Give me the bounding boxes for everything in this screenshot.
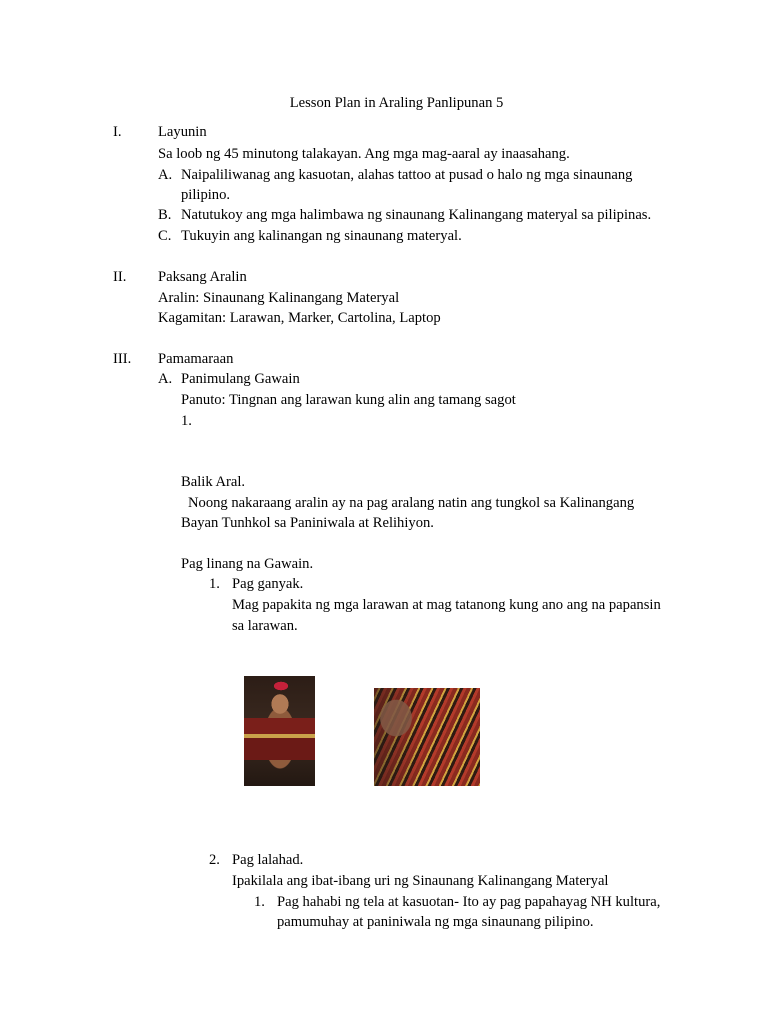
objective-a-text-cont: pilipino. [181, 187, 231, 203]
kagamitan-line: Kagamitan: Larawan, Marker, Cartolina, Laptop [158, 310, 441, 326]
step-2-sub-number: 1. [254, 894, 265, 910]
subsection-a-heading: Panimulang Gawain [181, 371, 300, 387]
step-2-number: 2. [209, 852, 220, 868]
step-1-number: 1. [209, 576, 220, 592]
section-1-heading: Layunin [158, 124, 207, 140]
document-title: Lesson Plan in Araling Panlipunan 5 [289, 95, 504, 111]
section-1-intro: Sa loob ng 45 minutong talakayan. Ang mga mag-aaral ay inaasahang. [158, 146, 570, 162]
section-2-number: II. [113, 269, 127, 285]
balik-aral-title: Balik Aral. [181, 474, 246, 490]
objective-c-label: C. [158, 228, 172, 244]
step-2-text: Ipakilala ang ibat-ibang uri ng Sinaunang Kalinangang Materyal [232, 873, 609, 889]
paglinang-title: Pag linang na Gawain. [181, 556, 314, 572]
step-2-title: Pag lalahad. [232, 852, 304, 868]
objective-c-text: Tukuyin ang kalinangan ng sinaunang materyal. [181, 228, 462, 244]
objective-a-text: Naipaliliwanag ang kasuotan, alahas tattoo at pusad o halo ng mga sinaunang [181, 167, 633, 183]
section-1-number: I. [113, 124, 122, 140]
balik-aral-text: Noong nakaraang aralin ay na pag aralang natin ang tungkol sa Kalinangang [188, 495, 635, 511]
objective-a-label: A. [158, 167, 173, 183]
weaver-photo [374, 688, 480, 786]
aralin-line: Aralin: Sinaunang Kalinangang Materyal [158, 290, 400, 306]
step-2-sub-text-cont: pamumuhay at paniniwala ng mga sinaunang pilipino. [277, 914, 594, 930]
panuto-text: Panuto: Tingnan ang larawan kung alin ang tamang sagot [181, 392, 516, 408]
step-1-title: Pag ganyak. [232, 576, 304, 592]
step-2-sub-text: Pag hahabi ng tela at kasuotan- Ito ay pag papahayag NH kultura, [277, 894, 661, 910]
objective-b-label: B. [158, 207, 172, 223]
subsection-a-label: A. [158, 371, 173, 387]
step-1-text: Mag papakita ng mga larawan at mag tatanong kung ano ang na papansin [232, 597, 661, 613]
objective-b-text: Natutukoy ang mga halimbawa ng sinaunang Kalinangang materyal sa pilipinas. [181, 207, 652, 223]
section-2-heading: Paksang Aralin [158, 269, 247, 285]
warrior-photo [244, 676, 315, 786]
section-3-heading: Pamamaraan [158, 351, 234, 367]
section-3-number: III. [113, 351, 132, 367]
item-one-number: 1. [181, 413, 192, 429]
balik-aral-text-cont: Bayan Tunhkol sa Paniniwala at Relihiyon. [181, 515, 434, 531]
step-1-text-cont: sa larawan. [232, 618, 298, 634]
